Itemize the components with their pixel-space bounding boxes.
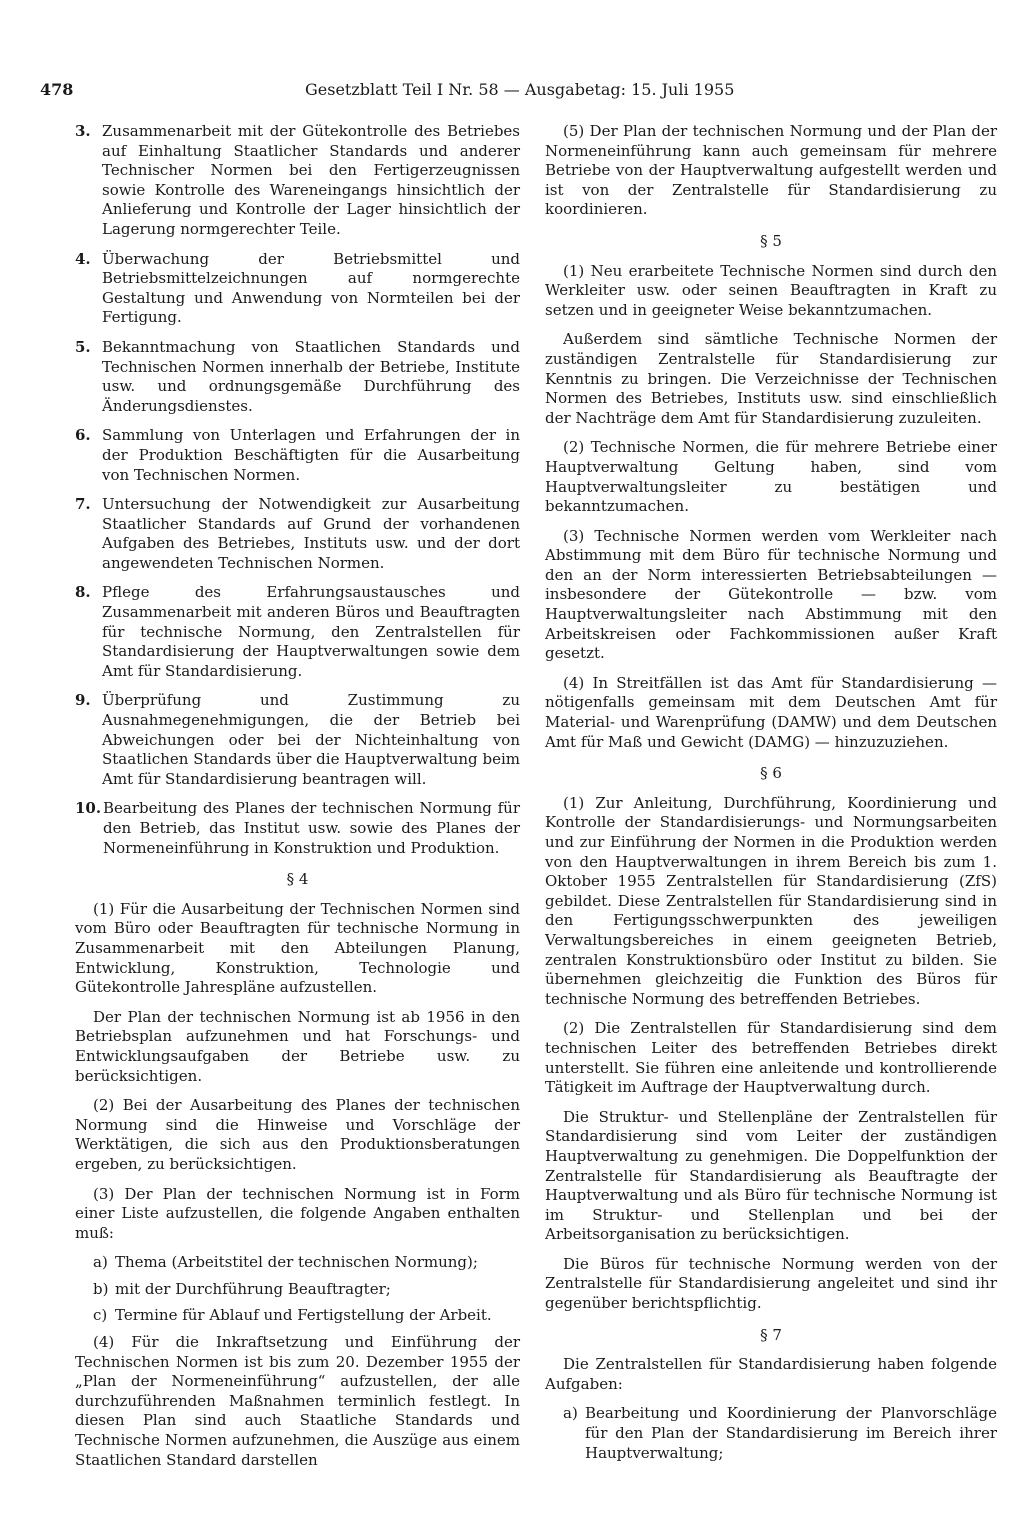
list-item: [75, 495, 520, 573]
item-number: 8.: [75, 583, 91, 602]
sub-item-text: Termine für Ablauf und Fertigstellung der Arbeit.: [115, 1306, 492, 1325]
item-text: Überprüfung und Zustimmung zu Ausnahmegenehmigungen, die der Betrieb bei Abweichungen oder bei der Nichteinhaltung von Staatlichen Standards über die Hauptverwaltung beim Amt für Standardisierung beantragen will.: [102, 691, 520, 788]
paragraph: (1) Zur Anleitung, Durchführung, Koordinierung und Kontrolle der Standardisierungs- und Normungsarbeiten und zur Einführung der Normen in die Produktion werden von den Hauptverwaltungen in ihrem Bereich bis zum 1. Oktober 1955 Zentralstellen für Standardisierung (ZfS) gebildet. Diese Zentralstellen für Standardisierung sind in den Fertigungsschwerpunkten des jeweiligen Verwaltungsbereiches in einem geeigneten Betrieb, zentralen Konstruktionsbüro oder Institut zu bilden. Sie übernehmen gleichzeitig die Funktion des Büros für technische Normung des betreffenden Betriebes.: [545, 793, 997, 1008]
right-column: [545, 122, 997, 1470]
page-number: 478: [40, 80, 74, 99]
item-text: Untersuchung der Notwendigkeit zur Ausarbeitung Staatlicher Standards auf Grund der vorhandenen Aufgaben des Betriebes, Instituts usw. und der dort angewendeten Technischen Normen.: [102, 495, 520, 572]
item-number: 9.: [75, 691, 91, 710]
item-text: Pflege des Erfahrungsaustausches und Zusammenarbeit mit anderen Büros und Beauftragten für technische Normung, den Zentralstellen für Standardisierung der Hauptverwaltungen sowie dem Amt für Standardisierung.: [102, 583, 520, 680]
item-number: 6.: [75, 426, 91, 445]
paragraph: (2) Bei der Ausarbeitung des Planes der technischen Normung sind die Hinweise und Vorschläge der Werktätigen, die sich aus den Produktionsberatungen ergeben, zu berücksichtigen.: [75, 1096, 520, 1173]
paragraph: (5) Der Plan der technischen Normung und der Plan der Normeneinführung kann auch gemeinsam für mehrere Betriebe von der Hauptverwaltung aufgestellt werden und ist von der Zentralstelle für Standardisierung zu koordinieren.: [545, 122, 997, 219]
list-item: [75, 799, 520, 858]
section-heading-6: § 6: [760, 764, 782, 783]
item-text: Sammlung von Unterlagen und Erfahrungen der in der Produktion Beschäftigten für die Ausarbeitung von Technischen Normen.: [102, 426, 520, 484]
sub-item-letter: b): [93, 1279, 109, 1298]
list-item: [75, 338, 520, 416]
list-item: [75, 426, 520, 485]
sub-item-letter: c): [93, 1306, 108, 1325]
paragraph: (4) Für die Inkraftsetzung und Einführung der Technischen Normen ist bis zum 20. Dezember 1955 der „Plan der Normeneinführung“ aufzustellen, der alle durchzuführenden Maßnahmen terminlich festlegt. In diesen Plan sind auch Staatliche Standards und Technische Normen aufzunehmen, die Auszüge aus einem Staatlichen Standard darstellen: [75, 1333, 520, 1469]
paragraph: (1) Neu erarbeitete Technische Normen sind durch den Werkleiter usw. oder seinen Beauftragten in Kraft zu setzen und in geeigneter Weise bekanntzumachen.: [545, 261, 997, 319]
sub-item-text: Thema (Arbeitstitel der technischen Normung);: [115, 1253, 478, 1272]
item-number: 4.: [75, 249, 91, 268]
sub-item-letter: a): [93, 1253, 108, 1272]
paragraph: (3) Der Plan der technischen Normung ist in Form einer Liste aufzustellen, die folgende Angaben enthalten muß:: [75, 1184, 520, 1242]
item-text: Überwachung der Betriebsmittel und Betriebsmittelzeichnungen auf normgerechte Gestaltung und Anwendung von Normteilen bei der Fertigung.: [102, 249, 520, 327]
paragraph: (2) Technische Normen, die für mehrere Betriebe einer Hauptverwaltung Geltung haben, sind vom Hauptverwaltungsleiter zu bestätigen und bekanntzumachen.: [545, 438, 997, 516]
section-heading-5: § 5: [760, 231, 782, 250]
paragraph: (1) Für die Ausarbeitung der Technischen Normen sind vom Büro oder Beauftragten für technische Normung in Zusammenarbeit mit den Abteilungen Planung, Entwicklung, Konstruktion, Technologie und Gütekontrolle Jahrespläne aufzustellen.: [75, 899, 520, 997]
sub-item-text: Bearbeitung und Koordinierung der Planvorschläge für den Plan der Standardisierung im Bereich ihrer Hauptverwaltung;: [585, 1404, 997, 1462]
item-text: Bekanntmachung von Staatlichen Standards und Technischen Normen innerhalb der Betriebe, Institute usw. und ordnungsgemäße Durchführung des Änderungsdienstes.: [102, 337, 520, 415]
paragraph: Die Struktur- und Stellenpläne der Zentralstellen für Standardisierung sind vom Leiter der zuständigen Hauptverwaltung zu genehmigen. Die Doppelfunktion der Zentralstelle für Standardisierung als Beauftragte der Hauptverwaltung und als Büro für technische Normung ist im Struktur- und Stellenplan und bei der Arbeitsorganisation zu berücksichtigen.: [545, 1107, 997, 1244]
item-number: 10.: [75, 799, 102, 818]
paragraph: Die Zentralstellen für Standardisierung haben folgende Aufgaben:: [545, 1355, 997, 1393]
paragraph: (4) In Streitfällen ist das Amt für Standardisierung — nötigenfalls gemeinsam mit dem Deutschen Amt für Material- und Warenprüfung (DAMW) und dem Deutschen Amt für Maß und Gewicht (DAMG) — hinzuzuziehen.: [545, 673, 997, 751]
paragraph: Der Plan der technischen Normung ist ab 1956 in den Betriebsplan aufzunehmen und hat Forschungs- und Entwicklungsaufgaben der Betriebe usw. zu berücksichtigen.: [75, 1007, 520, 1085]
item-text: Zusammenarbeit mit der Gütekontrolle des Betriebes auf Einhaltung Staatlicher Standards und anderer Technischer Normen bei den Fertigerzeugnissen sowie Kontrolle des Wareneingangs hinsichtlich der Anlieferung und Kontrolle der Lager hinsichtlich der Lagerung normgerechter Teile.: [102, 122, 520, 238]
sub-item: [93, 1253, 520, 1273]
sub-item-letter: a): [563, 1404, 578, 1423]
section-heading-4: § 4: [286, 870, 309, 889]
sub-item-text: mit der Durchführung Beauftragter;: [115, 1279, 391, 1298]
list-item: [75, 250, 520, 328]
item-number: 5.: [75, 337, 91, 356]
sub-item: [93, 1280, 520, 1300]
paragraph: Außerdem sind sämtliche Technische Normen der zuständigen Zentralstelle für Standardisierung zur Kenntnis zu bringen. Die Verzeichnisse der Technischen Normen des Betriebes, Instituts usw. sind einschließlich der Nachträge dem Amt für Standardisierung zuzuleiten.: [545, 330, 997, 427]
item-text: Bearbeitung des Planes der technischen Normung für den Betrieb, das Institut usw. sowie des Planes der Normeneinführung in Konstruktion und Produktion.: [103, 799, 520, 857]
paragraph: (3) Technische Normen werden vom Werkleiter nach Abstimmung mit dem Büro für technische Normung und den an der Norm interessierten Betriebsabteilungen — insbesondere der Gütekontrolle — bzw. vom Hauptverwaltungsleiter nach Abstimmung mit den Arbeitskreisen oder Fachkommissionen außer Kraft gesetzt.: [545, 526, 997, 663]
sub-item: [93, 1306, 520, 1326]
running-title: Gesetzblatt Teil I Nr. 58 — Ausgabetag: 15. Juli 1955: [305, 80, 735, 99]
sub-item: [563, 1404, 997, 1463]
list-item: [75, 122, 520, 240]
left-column: [75, 122, 520, 1480]
section-heading-7: § 7: [760, 1325, 782, 1344]
list-item: [75, 583, 520, 681]
list-item: [75, 691, 520, 789]
item-number: 3.: [75, 122, 91, 140]
paragraph: (2) Die Zentralstellen für Standardisierung sind dem technischen Leiter des betreffenden Betriebes direkt unterstellt. Sie führen eine anleitende und kontrollierende Tätigkeit im Auftrage der Hauptverwaltung durch.: [545, 1019, 997, 1097]
item-number: 7.: [75, 495, 91, 514]
paragraph: Die Büros für technische Normung werden von der Zentralstelle für Standardisierung angeleitet und sind ihr gegenüber berichtspflichtig.: [545, 1254, 997, 1313]
